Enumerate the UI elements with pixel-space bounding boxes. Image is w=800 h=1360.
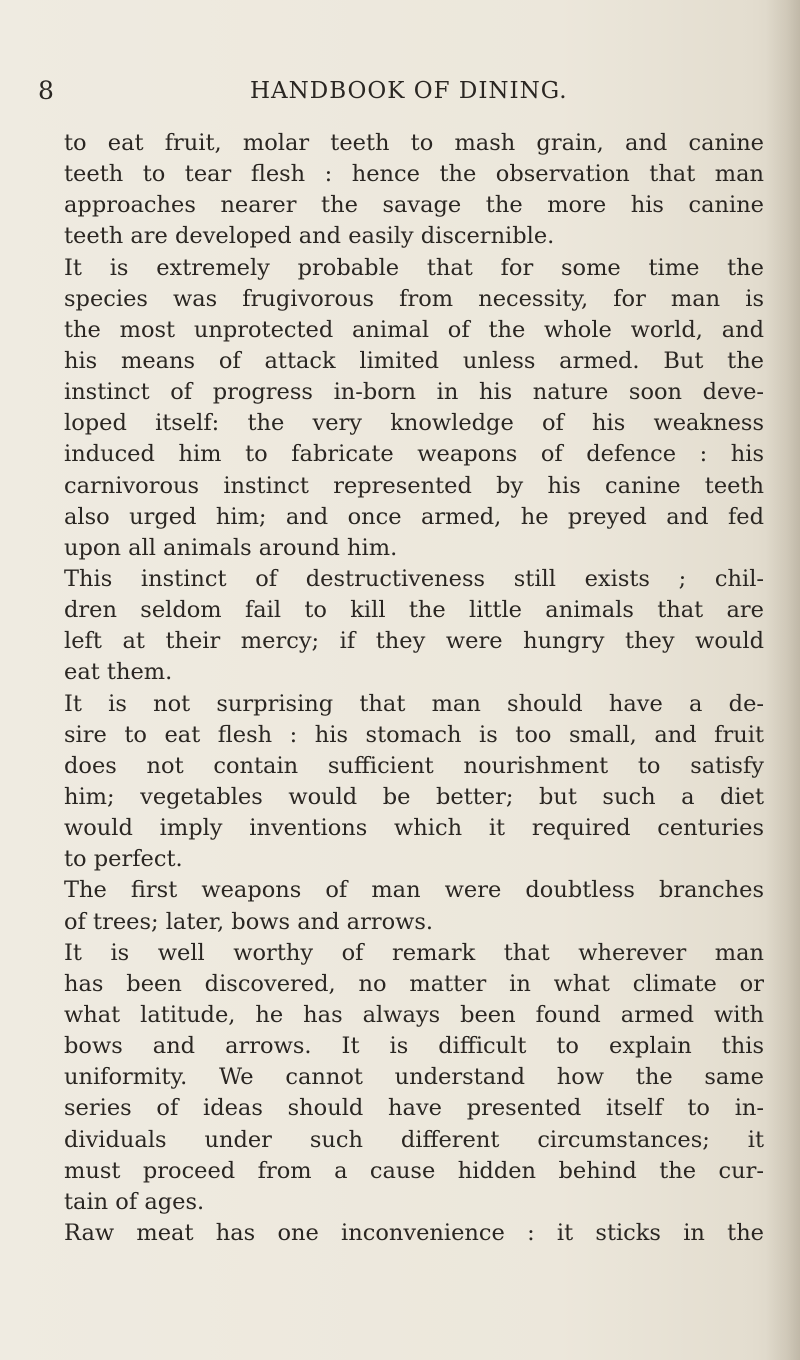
page-number: 8 (38, 76, 54, 105)
text-line: uniformity. We cannot understand how the same (64, 1064, 764, 1091)
text-line: eat them. (64, 659, 173, 686)
text-line: to eat fruit, molar teeth to mash grain, and canine (64, 130, 764, 156)
text-line: of trees; later, bows and arrows. (64, 908, 434, 935)
text-line: the most unprotected animal of the whole world, and (64, 316, 764, 343)
text-line: It is extremely probable that for some time the (64, 254, 764, 281)
text-line: bows and arrows. It is difficult to explain this (64, 1033, 764, 1060)
text-line: It is not surprising that man should have a de- (64, 690, 764, 717)
body-text (64, 128, 764, 1249)
text-line: tain of ages. (64, 1188, 205, 1215)
text-line: has been discovered, no matter in what climate or (64, 970, 764, 997)
text-line: his means of attack limited unless armed. But the (64, 347, 764, 374)
text-line: upon all animals around him. (64, 534, 398, 561)
text-line: The first weapons of man were doubtless branches (64, 877, 764, 904)
text-line: It is well worthy of remark that wherever man (64, 939, 764, 966)
text-line: teeth are developed and easily discernible. (64, 223, 555, 250)
text-line: instinct of progress in-born in his nature soon deve- (64, 379, 764, 406)
text-line: approaches nearer the savage the more his canine (64, 192, 764, 219)
text-line: does not contain sufficient nourishment to satisfy (64, 752, 764, 779)
text-line: him; vegetables would be better; but such a diet (64, 783, 764, 810)
text-line: This instinct of destructiveness still exists ; chil- (64, 565, 764, 592)
text-line: induced him to fabricate weapons of defence : his (64, 441, 764, 468)
text-line: Raw meat has one inconvenience : it sticks in the (64, 1219, 764, 1246)
text-line: carnivorous instinct represented by his canine teeth (64, 472, 764, 499)
text-line: also urged him; and once armed, he preyed and fed (64, 503, 764, 530)
text-line: sire to eat flesh : his stomach is too small, and fruit (64, 721, 764, 748)
text-line: dren seldom fail to kill the little animals that are (64, 597, 764, 624)
text-line: to perfect. (64, 846, 183, 873)
text-line: what latitude, he has always been found armed with (64, 1001, 764, 1028)
text-line: series of ideas should have presented itself to in- (64, 1095, 764, 1122)
text-line: would imply inventions which it required centuries (64, 815, 764, 842)
text-line: must proceed from a cause hidden behind the cur- (64, 1157, 764, 1184)
text-line: loped itself: the very knowledge of his weakness (64, 410, 764, 437)
text-line: teeth to tear flesh : hence the observation that man (64, 161, 764, 188)
running-title: HANDBOOK OF DINING. (250, 78, 568, 104)
text-line: left at their mercy; if they were hungry they would (64, 628, 764, 655)
text-line: dividuals under such different circumstances; it (64, 1126, 764, 1153)
page-edge-shadow (766, 0, 800, 1360)
running-head (38, 76, 760, 110)
text-line: species was frugivorous from necessity, for man is (64, 285, 764, 312)
